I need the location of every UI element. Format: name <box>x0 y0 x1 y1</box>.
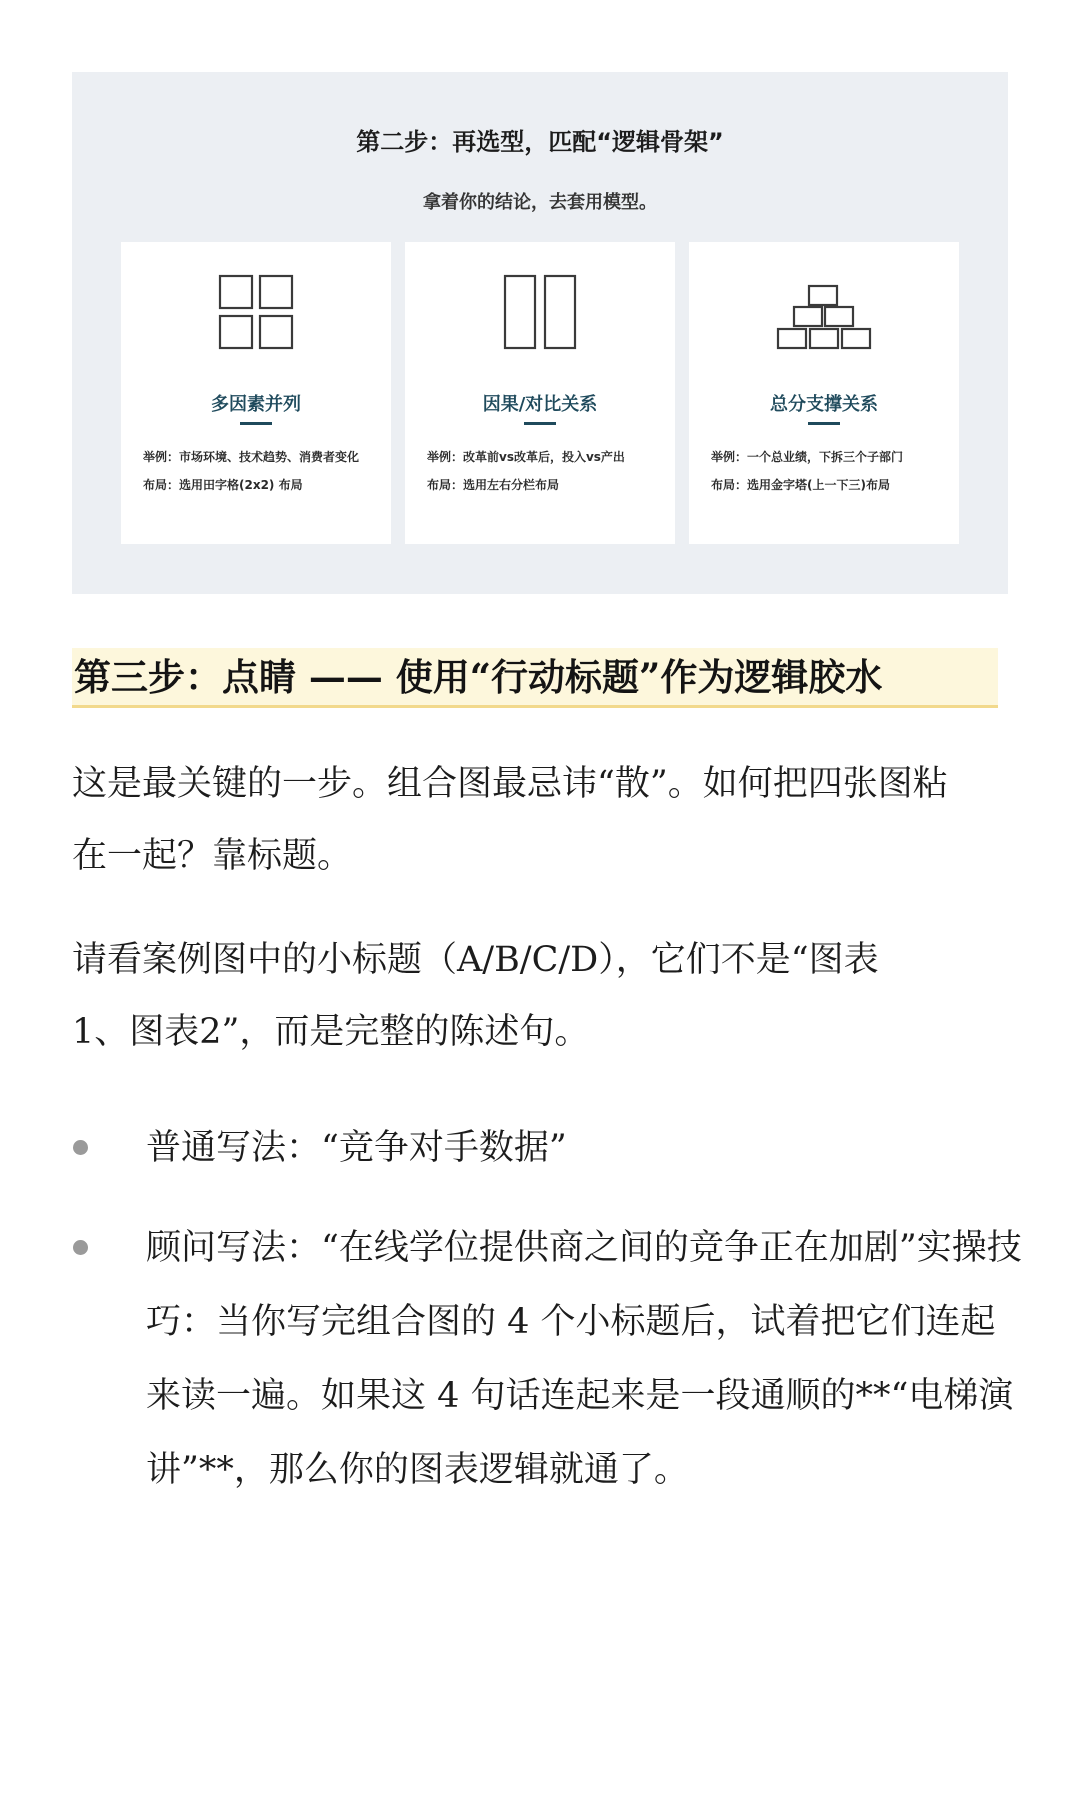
card-example: 举例：一个总业绩，下拆三个子部门 <box>711 450 904 464</box>
two-columns-icon <box>405 274 675 358</box>
title-underline <box>524 422 556 425</box>
title-underline <box>240 422 272 425</box>
bullet-dot <box>73 1140 88 1155</box>
card-layout: 布局：选用左右分栏布局 <box>427 478 560 492</box>
card-total-support <box>689 242 959 544</box>
card-title: 多因素并列 <box>211 394 301 415</box>
step-three-heading: 第三步：点睛 —— 使用“行动标题”作为逻辑胶水 <box>72 648 998 708</box>
card-example: 举例：市场环境、技术趋势、消费者变化 <box>143 450 360 464</box>
list-item: 顾问写法：“在线学位提供商之间的竞争正在加剧”实操技巧：当你写完组合图的 4 个小标题后，试着把它们连起来读一遍。如果这 4 句话连起来是一段通顺的**“电梯演讲”**，那么你的图表逻辑就通了。 <box>146 1228 1022 1490</box>
card-layout: 布局：选用金字塔(上一下三)布局 <box>711 478 890 492</box>
card-cause-effect <box>405 242 675 544</box>
card-parallel-factors <box>121 242 391 544</box>
card-example: 举例：改革前vs改革后，投入vs产出 <box>427 450 625 464</box>
paragraph-key-step: 这是最关键的一步。组合图最忌讳“散”。如何把四张图粘在一起？靠标题。 <box>72 764 948 876</box>
paragraph-subtitles: 请看案例图中的小标题（A/B/C/D），它们不是“图表1、图表2”，而是完整的陈述句。 <box>72 940 879 1052</box>
card-title: 因果/对比关系 <box>482 394 598 415</box>
list-item: 普通写法：“竞争对手数据” <box>146 1128 567 1168</box>
title-underline <box>808 422 840 425</box>
card-layout: 布局：选用田字格(2x2) 布局 <box>143 478 303 492</box>
pyramid-icon <box>689 274 959 358</box>
step-two-figure <box>72 72 1008 594</box>
grid-2x2-icon <box>121 274 391 358</box>
figure-title: 第二步：再选型，匹配“逻辑骨架” <box>356 128 724 156</box>
bullet-dot <box>73 1240 88 1255</box>
card-title: 总分支撑关系 <box>770 394 878 415</box>
figure-subtitle: 拿着你的结论，去套用模型。 <box>423 192 657 213</box>
